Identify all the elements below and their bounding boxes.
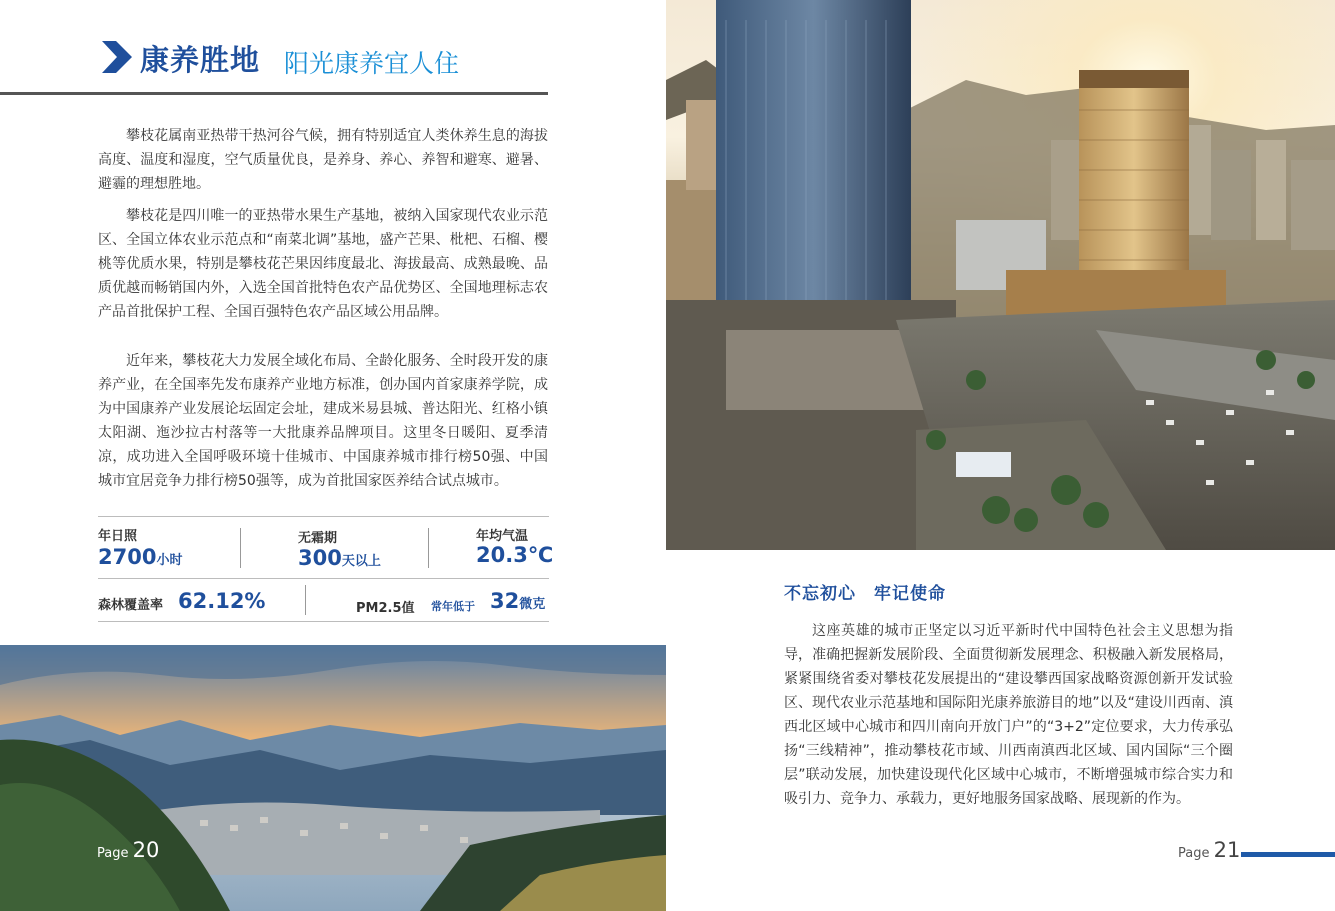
stat-pm25-label: PM2.5值	[356, 601, 415, 616]
city-skyline-photo	[666, 0, 1335, 550]
stat-sunshine-label: 年日照	[98, 529, 138, 544]
page-accent-bar	[1241, 852, 1335, 857]
page-label: Page	[97, 846, 129, 861]
stat-divider	[240, 528, 241, 568]
body-paragraph-mission: 这座英雄的城市正坚定以习近平新时代中国特色社会主义思想为指导，准确把握新发展阶段、全面贯彻新发展理念、积极融入新发展格局，紧紧围绕省委对攀枝花发展提出的“建设攀西国家战略资源创新开发试验区、现代农业示范基地和国际阳光康养旅游目的地”以及“建设川西南、滇西北区域中心城市和四川南向开放门户”的“3+2”定位要求，大力传承弘扬“三线精神”，推动攀枝花市域、川西南滇西北区域、国内国际“三个圈层”联动发展，加快建设现代化区域中心城市，不断增强城市综合实力和吸引力、竞争力、承载力，更好地服务国家战略、展现新的作为。	[784, 623, 1233, 807]
body-paragraph-climate: 攀枝花属南亚热带干热河谷气候，拥有特别适宜人类休养生息的海拔高度、温度和湿度，空气质量优良，是养身、养心、养智和避寒、避暑、避霾的理想胜地。	[98, 128, 548, 192]
mountain-city-illustration	[0, 645, 666, 911]
stat-pm25-unit: 微克	[519, 597, 546, 612]
page-subtitle: 阳光康养宜人住	[284, 49, 460, 78]
header-divider	[0, 92, 548, 95]
mountain-city-photo	[0, 645, 666, 911]
stat-pm25-prefix: 常年低于	[431, 600, 475, 613]
stat-sunshine-unit: 小时	[156, 553, 183, 568]
stat-sunshine-value	[98, 545, 182, 569]
stat-temp-value: 20.3℃	[476, 543, 554, 567]
section-title: 不忘初心 牢记使命	[784, 584, 946, 604]
stat-forest-label: 森林覆盖率	[98, 598, 164, 613]
stat-frost-unit: 天以上	[341, 554, 381, 569]
page-number-value: 20	[132, 838, 160, 862]
body-paragraph-health-industry: 近年来，攀枝花大力发展全域化布局、全龄化服务、全时段开发的康养产业，在全国率先发布康养产业地方标准，创办国内首家康养学院，成为中国康养产业发展论坛固定会址，建成米易县城、普达阳光、红格小镇太阳湖、迤沙拉古村落等一大批康养品牌项目。这里冬日暖阳、夏季清凉，成功进入全国呼吸环境十佳城市、中国康养城市排行榜50强、中国城市宜居竞争力排行榜50强等，成为首批国家医养结合试点城市。	[98, 353, 548, 489]
stats-bottom-rule	[98, 621, 549, 622]
stats-top-rule	[98, 516, 549, 517]
stat-frost-number: 300	[298, 546, 342, 570]
stats-middle-rule	[98, 578, 549, 579]
stat-forest-value: 62.12%	[178, 589, 266, 613]
page-title: 康养胜地	[140, 43, 261, 77]
page-number-right	[1178, 838, 1240, 862]
stat-pm25-value	[490, 589, 545, 613]
stat-sunshine-number: 2700	[98, 545, 157, 569]
page-label: Page	[1178, 846, 1210, 861]
stat-frost-label: 无霜期	[298, 531, 338, 546]
stat-frost-value	[298, 546, 381, 570]
city-skyline-illustration	[666, 0, 1335, 550]
page-number-value: 21	[1213, 838, 1241, 862]
stat-pm25-number: 32	[490, 589, 520, 613]
stat-temp-label: 年均气温	[476, 529, 529, 544]
chevron-right-icon	[100, 40, 134, 74]
page-number-left	[97, 838, 159, 862]
stat-divider	[305, 585, 306, 615]
stat-divider	[428, 528, 429, 568]
body-paragraph-fruit: 攀枝花是四川唯一的亚热带水果生产基地，被纳入国家现代农业示范区、全国立体农业示范点和“南菜北调”基地，盛产芒果、枇杷、石榴、樱桃等优质水果，特别是攀枝花芒果因纬度最北、海拔最高、成熟最晚、品质优越而畅销国内外，入选全国首批特色农产品优势区、全国地理标志农产品首批保护工程、全国百强特色农产品区域公用品牌。	[98, 208, 548, 320]
